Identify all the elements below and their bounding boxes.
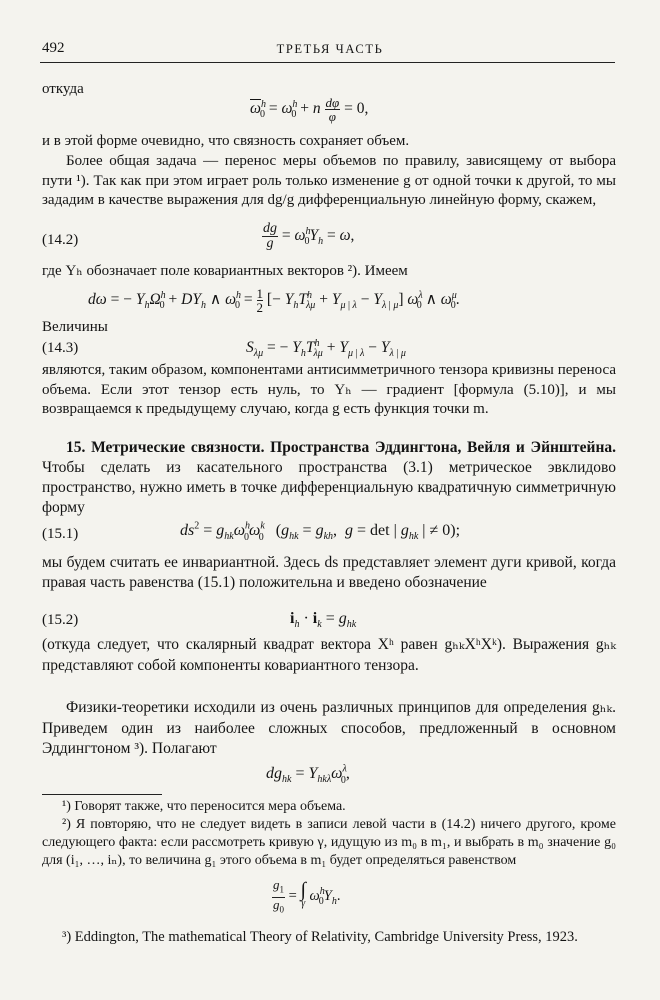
equation-dg: $dg_{hk} = Y_{hk\lambda}\omega^\lambda_0$,: [266, 764, 350, 786]
equation-14-3: $S_{\lambda\mu}$ = − $Y_hT^h_{\lambda\mu} + Y_{\mu | \lambda} - Y_{\lambda | \mu}$: [246, 338, 406, 360]
paragraph-scalar-square: (откуда следует, что скалярный квадрат вектора Xʰ равен gₕₖXʰXᵏ). Выражения gₕₖ представляют собой компоненты ковариантного тензора.: [42, 636, 616, 674]
equation-d-omega: dω = − $Y_h\Omega^h_0 + DY_h$ ∧ $\omega^h_0$ = $\frac{1}{2}$ [− $Y_hT^h_{\lambda\mu} + Y_{\mu | \lambda} - Y_{\lambda | \mu}$] $\omega^\lambda_0$ ∧ $\omega^\mu_0$.: [88, 286, 460, 315]
equation-15-2: $i_h \cdot i_k = g_{hk}$: [290, 610, 357, 631]
paragraph-curvature-tensor: являются, таким образом, компонентами антисимметричного тензора кривизны переноса объема. Если этот тензор есть нуль, то Yₕ — градиент [формула (5.10)], и мы возвращаемся к предыдущему случаю, когда g есть функция точки m.: [42, 362, 616, 417]
footnote-1: ¹) Говорят также, что переносится мера объема.: [62, 799, 346, 814]
equation-number-15-2: (15.2): [42, 612, 79, 628]
footnote-2: ²) Я повторяю, что не следует видеть в записи левой части в (14.2) ничего другого, кроме следующего факта: если рассмотреть кривую γ, идущую из m₀ в m₁, и выбрать в m₀ значение g₀ для (i₁, …, iₙ), то величина g₁ этого объема в m₁ будет определяться равенством: [42, 817, 616, 868]
header-rule: [40, 62, 615, 63]
equation-number-14-2: (14.2): [42, 232, 79, 248]
text-where-Y: где Yₕ обозначает поле ковариантных векторов ²). Имеем: [42, 263, 408, 279]
equation-15-1: $ds^2 = g_{hk}\omega^h_0\omega^k_0$ ($g_{hk} = g_{kh}$, g = det | $g_{hk}$ | ≠ 0);: [180, 521, 461, 543]
footnote-3: ³) Eddington, The mathematical Theory of Relativity, Cambridge University Press, 1923.: [62, 929, 578, 945]
text-otkuda: откуда: [42, 81, 84, 97]
equation-volume: $\overline{\omega}^h_0 = \omega^h_0 + n$ $\frac{d\varphi}{\varphi}$ = 0,: [250, 95, 369, 124]
running-title: ТРЕТЬЯ ЧАСТЬ: [276, 42, 384, 56]
section-15-text: Чтобы сделать из касательного пространства (3.1) метрическое эвклидово пространство, нужно иметь в точке дифференциальную квадратичную симметричную форму: [42, 459, 616, 516]
equation-14-2: $\frac{dg}{g}$ = $\omega^h_0Y_h = \omega$,: [263, 221, 355, 251]
paragraph-physicists: Физики-теоретики исходили из очень различных принципов для определения gₕₖ. Приведем один из наиболее сложных способов, предложенный в основном Эддингтоном ³). Полагают: [42, 699, 616, 757]
equation-number-14-3: (14.3): [42, 340, 79, 356]
text-quantities: Величины: [42, 319, 108, 335]
section-15-title: 15. Метрические связности. Пространства Эддингтона, Вейля и Эйнштейна.: [66, 439, 616, 456]
text-form: и в этой форме очевидно, что связность сохраняет объем.: [42, 133, 410, 149]
paragraph-invariant: мы будем считать ее инвариантной. Здесь ds представляет элемент дуги кривой, когда правая часть равенства (15.1) положительна и введено обозначение: [42, 554, 616, 591]
paragraph-general-problem: Более общая задача — перенос меры объемов по правилу, зависящему от выбора пути ¹). Так как при этом играет роль только изменение g от одной точки к другой, то мы зададим в качестве выражения для dg/g дифференциальную линейную форму, скажем,: [42, 153, 616, 208]
equation-number-15-1: (15.1): [42, 526, 79, 542]
section-15-paragraph: [42, 438, 616, 518]
footnote-rule: [42, 794, 162, 795]
page-number: 492: [42, 40, 65, 56]
footnote-2-equation: $\frac{g_1}{g_0}$ = ∫ γ $\omega^h_0Y_h$.: [273, 877, 341, 915]
